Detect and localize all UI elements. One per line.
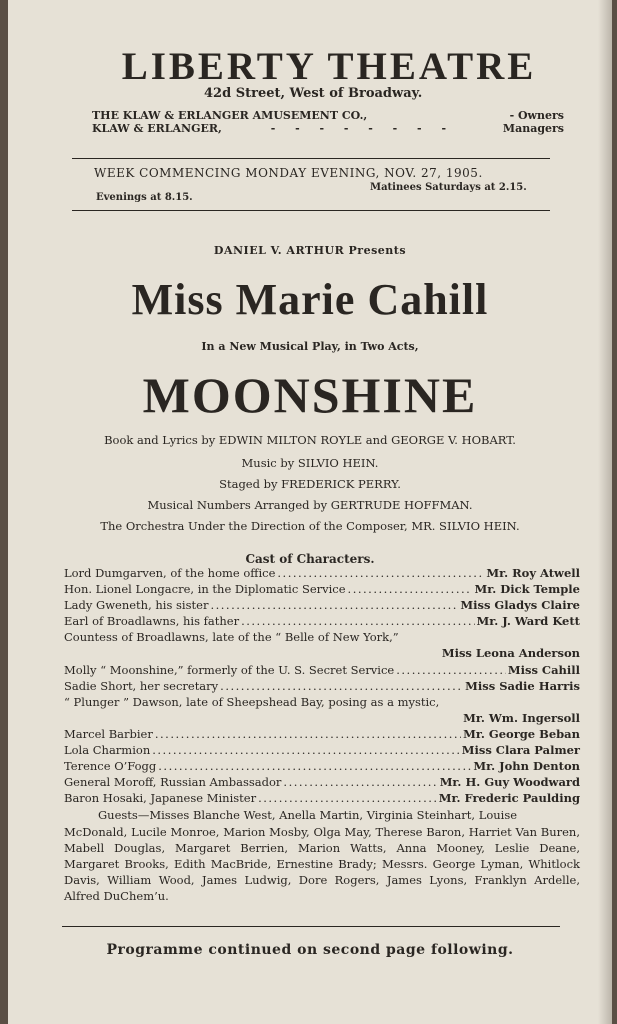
header-rule-bottom [72,210,550,211]
guests-line-rest: McDonald, Lucile Monroe, Marion Mosby, Olga May, Therese Baron, Harriet Van Buren, Mabell Douglas, Margaret Berrien, Marion Watts, Anna Mooney, Leslie Deane, Margaret Brooks, Edith MacBride, Ernestine Brady; Messrs. George Lyman, Whitlock Davis, William Wood, James Ludwig, Dore Rogers, James Lyons, Franklyn Ardelle, Alfred DuChem’u. [64,824,580,903]
cast-list [64,566,580,904]
cast-role: Lady Gweneth, his sister [64,598,209,613]
cast-actor: Miss Clara Palmer [461,743,580,758]
managers-company: KLAW & ERLANGER, [92,122,222,135]
header-rule-top [72,158,550,159]
cast-row [64,663,580,679]
owners-label: - Owners [509,109,564,122]
cast-row [64,775,580,791]
cast-role: Hon. Lionel Longacre, in the Diplomatic Service [64,582,346,597]
cast-role: Lola Charmion [64,743,151,758]
footer-rule [62,926,560,927]
cast-row [64,582,580,598]
cast-actor: Mr. Frederic Paulding [438,791,580,806]
dot-leader [158,759,471,773]
dot-leader [283,775,437,789]
guests-line-first: Guests—Misses Blanche West, Anella Martin, Virginia Steinhart, Louise [98,808,518,823]
credit-orchestra: The Orchestra Under the Direction of the Composer, MR. SILVIO HEIN. [100,519,520,533]
dot-leader [210,598,458,612]
dot-leader [220,679,463,693]
theatre-name: LIBERTY THEATRE [121,45,537,88]
matinees-time: Matinees Saturdays at 2.15. [370,182,527,193]
cast-actor: Mr. Roy Atwell [486,566,580,580]
presenter-line: DANIEL V. ARTHUR Presents [213,244,407,257]
managers-row [92,122,564,135]
cast-row [64,598,580,614]
play-title: MOONSHINE [142,367,478,423]
cast-actor: Mr. H. Guy Woodward [439,775,580,790]
cast-row [64,711,580,727]
cast-actor: Mr. Dick Temple [474,582,580,597]
credit-music: Music by SILVIO HEIN. [241,456,379,470]
cast-actor: Mr. George Beban [463,726,580,741]
cast-row [64,791,580,807]
cast-row [64,614,580,630]
cast-actor: Miss Cahill [507,662,580,677]
cast-actor: Mr. J. Ward Kett [476,614,580,629]
credit-staged: Staged by FREDERICK PERRY. [219,477,401,491]
cast-actor: Mr. John Denton [473,759,580,774]
cast-role: Lord Dumgarven, of the home office [64,566,276,580]
dot-leader [277,566,484,580]
cast-row [64,566,580,582]
cast-role: Sadie Short, her secretary [64,678,219,693]
cast-heading: Cast of Characters. [245,552,375,566]
evenings-time: Evenings at 8.15. [96,192,193,203]
dot-leader [155,727,461,741]
programme-page [8,0,612,1024]
cast-actor: Miss Leona Anderson [441,646,580,661]
dot-leader [396,663,506,677]
managers-dots: - - - - - - - - [270,122,455,135]
dot-leader [152,743,460,757]
cast-role: Earl of Broadlawns, his father [64,614,240,629]
cast-row [64,646,580,662]
star-name: Miss Marie Cahill [131,275,489,324]
cast-row [64,695,580,711]
managers-label: Managers [502,122,564,135]
cast-role: Baron Hosaki, Japanese Minister [64,791,257,806]
cast-role: “ Plunger ” Dawson, late of Sheepshead Bay, posing as a mystic, [64,694,440,709]
page-edge-shadow [598,0,612,1024]
dot-leader [348,582,473,596]
cast-actor: Miss Sadie Harris [465,678,580,693]
theatre-address: 42d Street, West of Broadway. [204,86,423,101]
cast-role: Countess of Broadlawns, late of the “ Belle of New York,” [64,630,399,645]
week-commencing: WEEK COMMENCING MONDAY EVENING, NOV. 27, 1905. [94,166,483,180]
cast-row [64,679,580,695]
cast-row [64,759,580,775]
owners-row [92,109,564,122]
cast-actor: Mr. Wm. Ingersoll [463,710,580,725]
credit-book-lyrics: Book and Lyrics by EDWIN MILTON ROYLE and GEORGE V. HOBART. [104,433,516,447]
play-intro: In a New Musical Play, in Two Acts, [201,340,419,353]
cast-row [64,630,580,646]
cast-role: Terence O’Fogg [64,759,157,774]
continued-note: Programme continued on second page following. [106,942,514,958]
guests-list [64,807,580,904]
cast-actor: Miss Gladys Claire [460,598,580,613]
cast-role: Marcel Barbier [64,726,153,741]
dot-leader [241,614,474,628]
owners-company: THE KLAW & ERLANGER AMUSEMENT CO., [92,109,368,122]
credit-musical-numbers: Musical Numbers Arranged by GERTRUDE HOFFMAN. [147,498,473,512]
cast-row [64,743,580,759]
cast-role: General Moroff, Russian Ambassador [64,775,282,790]
cast-row [64,727,580,743]
dot-leader [258,791,437,805]
cast-role: Molly “ Moonshine,” formerly of the U. S. Secret Service [64,662,395,677]
